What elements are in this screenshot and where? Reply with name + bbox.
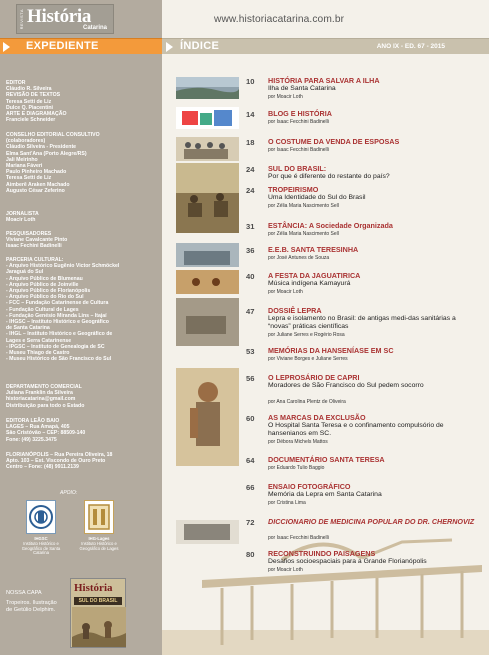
comercial-line: Juliana Franklin da Silveira [6, 390, 73, 397]
revisao-heading: REVISÃO DE TEXTOS [6, 92, 61, 99]
entry-author: por Moacir Loth [268, 289, 303, 295]
entry-subtitle: Ilha de Santa Catarina [268, 85, 336, 92]
entry-subtitle: Lepra e isolamento no Brasil: de antigas medi-das sanitárias a “novas” práticas científicas [268, 315, 456, 330]
conselho-heading: CONSELHO EDITORIAL CONSULTIVO [6, 132, 100, 138]
entry-title: SUL DO BRASIL: [268, 164, 327, 173]
cover-strip: SUL DO BRASIL [74, 597, 122, 605]
entry-title: A FESTA DA JAGUATIRICA [268, 271, 361, 280]
entry-page: 24 [246, 165, 255, 174]
pesquisadores-block [6, 231, 158, 250]
entry-title: RECONSTRUINDO PAISAGENS [268, 549, 376, 558]
capa-caption [6, 590, 57, 614]
conselho-member: Mariana Fáveri [6, 163, 43, 170]
thumb-ilha-image [176, 77, 239, 99]
entry-author: por Ana Carolina Plentz de Oliveira [268, 399, 346, 405]
florianopolis-block [6, 452, 158, 471]
entry-author: por Moacir Loth [268, 94, 303, 100]
parceria-item: de Santa Catarina [6, 325, 50, 332]
index-entry[interactable] [246, 272, 478, 300]
index-entry[interactable] [246, 307, 478, 343]
parceria-item: - IHGL – Instituto Histórico e Geográfico de [6, 331, 113, 338]
ihgsc-caption-line: Instituto Histórico e [23, 540, 59, 546]
entry-title: BLOG E HISTÓRIA [268, 109, 332, 118]
entry-page: 10 [246, 77, 255, 86]
entry-author: por Isaac Fecchini Badinelli [268, 535, 329, 541]
thumb-dicionario [176, 520, 239, 544]
expediente-header [0, 38, 162, 54]
entry-title: O COSTUME DA VENDA DE ESPOSAS [268, 137, 400, 146]
cover-masthead: História [74, 582, 113, 594]
index-entry[interactable] [246, 165, 478, 185]
entry-subtitle: Por que é diferente do restante do país? [268, 173, 390, 180]
editora-line: Fone: (49) 3225.3475 [6, 436, 57, 443]
arte-name: Franciele Schneider [6, 117, 56, 124]
conselho-member: Elma Sant'Ana (Porto Alegre/RS) [6, 150, 87, 157]
entry-title: DOCUMENTÁRIO SANTA TERESA [268, 455, 385, 464]
entry-author: por Zélia Maria Nascimento Sell [268, 203, 339, 209]
entry-page: 24 [246, 186, 255, 195]
index-entry[interactable] [246, 483, 478, 511]
entry-author: por Cristina Lima [268, 500, 306, 506]
conselho-member: Cláudio Silveira - Presidente [6, 144, 77, 151]
ihgsc-seal [26, 500, 56, 534]
conselho-block [6, 132, 158, 194]
thumb-escola-image [176, 243, 239, 267]
parceria-block [6, 257, 158, 362]
index-entry[interactable] [246, 246, 478, 266]
thumb-dossie [176, 298, 239, 346]
thumb-esposas [176, 137, 239, 161]
editor-block [6, 80, 158, 123]
entry-page: 72 [246, 518, 255, 527]
entry-title: AS MARCAS DA EXCLUSÃO [268, 413, 366, 422]
parceria-item: - Arquivo Histórico Eugênio Victor Schmöckel [6, 263, 120, 270]
entry-title: HISTÓRIA PARA SALVAR A ILHA [268, 76, 380, 85]
entry-page: 47 [246, 307, 255, 316]
cover-illustration [72, 607, 126, 647]
parceria-item: Lages e Serra Catarinense [6, 337, 72, 344]
entry-page: 66 [246, 483, 255, 492]
parceria-item: - IHGSC – Instituto Histórico e Geográfico [6, 319, 109, 326]
conselho-member: Paulo Pinheiro Machado [6, 169, 67, 176]
entry-page: 40 [246, 272, 255, 281]
logo-revista-label: REVISTA [19, 9, 24, 30]
entry-page: 53 [246, 347, 255, 356]
edition-info: ANO IX - ED. 67 - 2015 [376, 43, 445, 50]
thumb-leprosario-image [176, 368, 239, 466]
entry-subtitle: O Hospital Santa Teresa e o confinamento compulsório de hansenianos em SC. [268, 422, 444, 437]
entry-subtitle: Moradores de São Francisco do Sul pedem socorro [268, 382, 424, 389]
entry-page: 36 [246, 246, 255, 255]
entry-author: por Moacir Loth [268, 567, 303, 573]
thumb-ilha [176, 77, 239, 99]
expediente-title: EXPEDIENTE [26, 40, 99, 52]
ihglages-caption-title: IHG-Lages [88, 536, 110, 541]
entry-author: por José Antunes de Souza [268, 255, 330, 261]
index-entry[interactable] [246, 77, 478, 99]
parceria-item: Jaraguá do Sul [6, 269, 44, 276]
thumb-blog-image [176, 107, 239, 129]
parceria-item: - Fundação Genésio Miranda Lins – Itajaí [6, 312, 107, 319]
index-entry[interactable] [246, 347, 478, 367]
index-entry[interactable] [246, 550, 478, 578]
index-entry[interactable] [246, 138, 478, 158]
thumb-esposas-image [176, 137, 239, 161]
entry-title: E.E.B. SANTA TERESINHA [268, 245, 359, 254]
entry-author: por Débora Michels Mattos [268, 439, 328, 445]
conselho-member: Jali Meirinho [6, 156, 38, 163]
ihgsc-seal-icon [27, 501, 55, 533]
index-entry[interactable] [246, 110, 478, 130]
parceria-item: - Arquivo Público de Florianópolis [6, 288, 91, 295]
entry-page: 18 [246, 138, 255, 147]
editora-line: São Cristóvão – CEP: 88509-140 [6, 430, 86, 437]
ihglages-caption [77, 537, 121, 551]
parceria-heading: PARCERIA CULTURAL: [6, 257, 64, 263]
parceria-item: - Arquivo Público do Rio do Sul [6, 294, 84, 301]
capa-line: Tropeiros. Ilustração [6, 600, 57, 606]
entry-title: DICCIONARIO DE MEDICINA POPULAR DO DR. CHERNOVIZ [268, 517, 475, 526]
thumb-escola [176, 243, 239, 267]
entry-page: 64 [246, 456, 255, 465]
revisao-name: Teresa Setti de Liz [6, 98, 52, 105]
parceria-item: - IPGSC – Instituto de Genealogia de SC [6, 343, 105, 350]
thumb-jaguatirica [176, 270, 239, 294]
ihgsc-caption-title: IHGSC [34, 536, 48, 541]
conselho-member: Aimberê Araken Machado [6, 181, 70, 188]
ihgsc-caption-line: Geográfico de Santa Catarina [21, 545, 61, 556]
jornalista-name: Moacir Loth [6, 217, 36, 224]
pesquisador-name: Isaac Fechini Badinelli [6, 243, 62, 250]
index-entry[interactable] [246, 456, 478, 476]
logo-title: História [27, 6, 92, 27]
comercial-block [6, 384, 158, 409]
entry-author: por Juliane Serres e Rogério Rosa [268, 332, 345, 338]
index-entry[interactable] [246, 186, 478, 214]
entry-title: ENSAIO FOTOGRÁFICO [268, 482, 351, 491]
thumb-dicionario-image [176, 520, 239, 544]
parceria-item: - Fundação Cultural de Lages [6, 306, 79, 313]
comercial-line: Distribuição para todo o Estado [6, 402, 85, 409]
entry-author: por Isaac Fecchini Badinelli [268, 147, 329, 153]
masthead-logo[interactable] [16, 4, 114, 34]
entry-title: MEMÓRIAS DA HANSENÍASE EM SC [268, 346, 394, 355]
indice-header [162, 38, 489, 54]
triangle-icon [3, 42, 10, 52]
floripa-line: FLORIANÓPOLIS – Rua Pereira Oliveira, 18 [6, 452, 113, 458]
capa-line: de Getúlio Delphim. [6, 607, 56, 613]
floripa-line: Apto. 103 – Est. Viscondo de Ouro Preto [6, 458, 106, 465]
parceria-item: - Arquivo Público de Joinville [6, 281, 79, 288]
entry-author: por Viviane Borges e Juliane Serres [268, 356, 348, 362]
parceria-item: - Museu Thiago de Castro [6, 350, 70, 357]
ihglages-caption-line: Instituto Histórico e [81, 540, 117, 546]
thumb-tropeirismo-image [176, 163, 239, 233]
parceria-item: - Museu Histórico de São Francisco do Sul [6, 356, 112, 363]
conselho-member: Teresa Setti de Liz [6, 175, 52, 182]
comercial-heading: DEPARTAMENTO COMERCIAL [6, 384, 82, 390]
indice-title: ÍNDICE [180, 40, 220, 52]
website-url[interactable]: www.historiacatarina.com.br [214, 14, 345, 25]
entry-page: 80 [246, 550, 255, 559]
entry-subtitle: Uma Identidade do Sul do Brasil [268, 194, 366, 201]
jornalista-block [6, 211, 158, 223]
floripa-line: Centro – Fone: (48) 9911.2139 [6, 464, 79, 471]
entry-subtitle: Música indígena Kamayurá [268, 280, 351, 287]
entry-author: por Zélia Maria Nascimento Sell [268, 231, 339, 237]
pesquisadores-heading: PESQUISADORES [6, 231, 52, 237]
editora-line: LAGES – Rua Amapá, 405 [6, 424, 70, 431]
editora-block [6, 418, 158, 443]
thumb-leprosario [176, 368, 239, 466]
pesquisador-name: Viviane Cavalcante Pinto [6, 237, 68, 244]
entry-author: por Isaac Fecchini Badinelli [268, 119, 329, 125]
ihgsc-caption [19, 537, 63, 556]
cover-thumbnail[interactable] [70, 578, 126, 648]
comercial-email[interactable]: historiacatarina@gmail.com [6, 396, 76, 403]
entry-title: O LEPROSÁRIO DE CAPRI [268, 373, 360, 382]
editor-heading: EDITOR [6, 80, 26, 86]
ihglages-seal-icon [85, 501, 113, 533]
parceria-item: - Arquivo Público de Blumenau [6, 275, 83, 282]
ihglages-caption-line: Geográfico de Lages [79, 545, 119, 551]
entry-title: TROPEIRISMO [268, 185, 319, 194]
logo-subtitle: Catarina [83, 25, 108, 31]
entry-page: 14 [246, 110, 255, 119]
thumb-tropeirismo [176, 163, 239, 233]
apoio-label: APOIO: [60, 490, 78, 496]
entry-subtitle: Memória da Lepra em Santa Catarina [268, 491, 382, 498]
entry-subtitle: Desafios socioespaciais para a Grande Florianópolis [268, 558, 427, 565]
editor-name: Cláudio R. Silveira [6, 86, 52, 93]
ihglages-seal [84, 500, 114, 534]
conselho-sub: (colaboradores) [6, 138, 46, 145]
thumb-jaguatirica-image [176, 270, 239, 294]
parceria-item: - FCC – Fundação Catarinense de Cultura [6, 300, 109, 307]
entry-page: 31 [246, 222, 255, 231]
entry-page: 60 [246, 414, 255, 423]
revisao-name: Dulce Q. Piacentini [6, 104, 53, 111]
thumb-dossie-image [176, 298, 239, 346]
thumb-blog [176, 107, 239, 129]
editora-heading: EDITORA LEÃO BAIO [6, 418, 60, 424]
index-entry[interactable] [246, 222, 478, 242]
entry-title: ESTÂNCIA: A Sociedade Organizada [268, 221, 393, 230]
entry-page: 56 [246, 374, 255, 383]
entry-title: DOSSIÊ LEPRA [268, 306, 322, 315]
index-entry[interactable] [246, 414, 478, 450]
index-entry[interactable] [246, 374, 478, 410]
jornalista-heading: JORNALISTA [6, 211, 39, 217]
conselho-member: Augusto César Zeferino [6, 187, 65, 194]
entry-author: por Eduardo Tulio Baggio [268, 465, 325, 471]
capa-heading: NOSSA CAPA [6, 590, 42, 596]
arte-heading: ARTE E DIAGRAMAÇÃO [6, 111, 67, 118]
index-entry[interactable] [246, 518, 478, 546]
triangle-icon [166, 42, 173, 52]
